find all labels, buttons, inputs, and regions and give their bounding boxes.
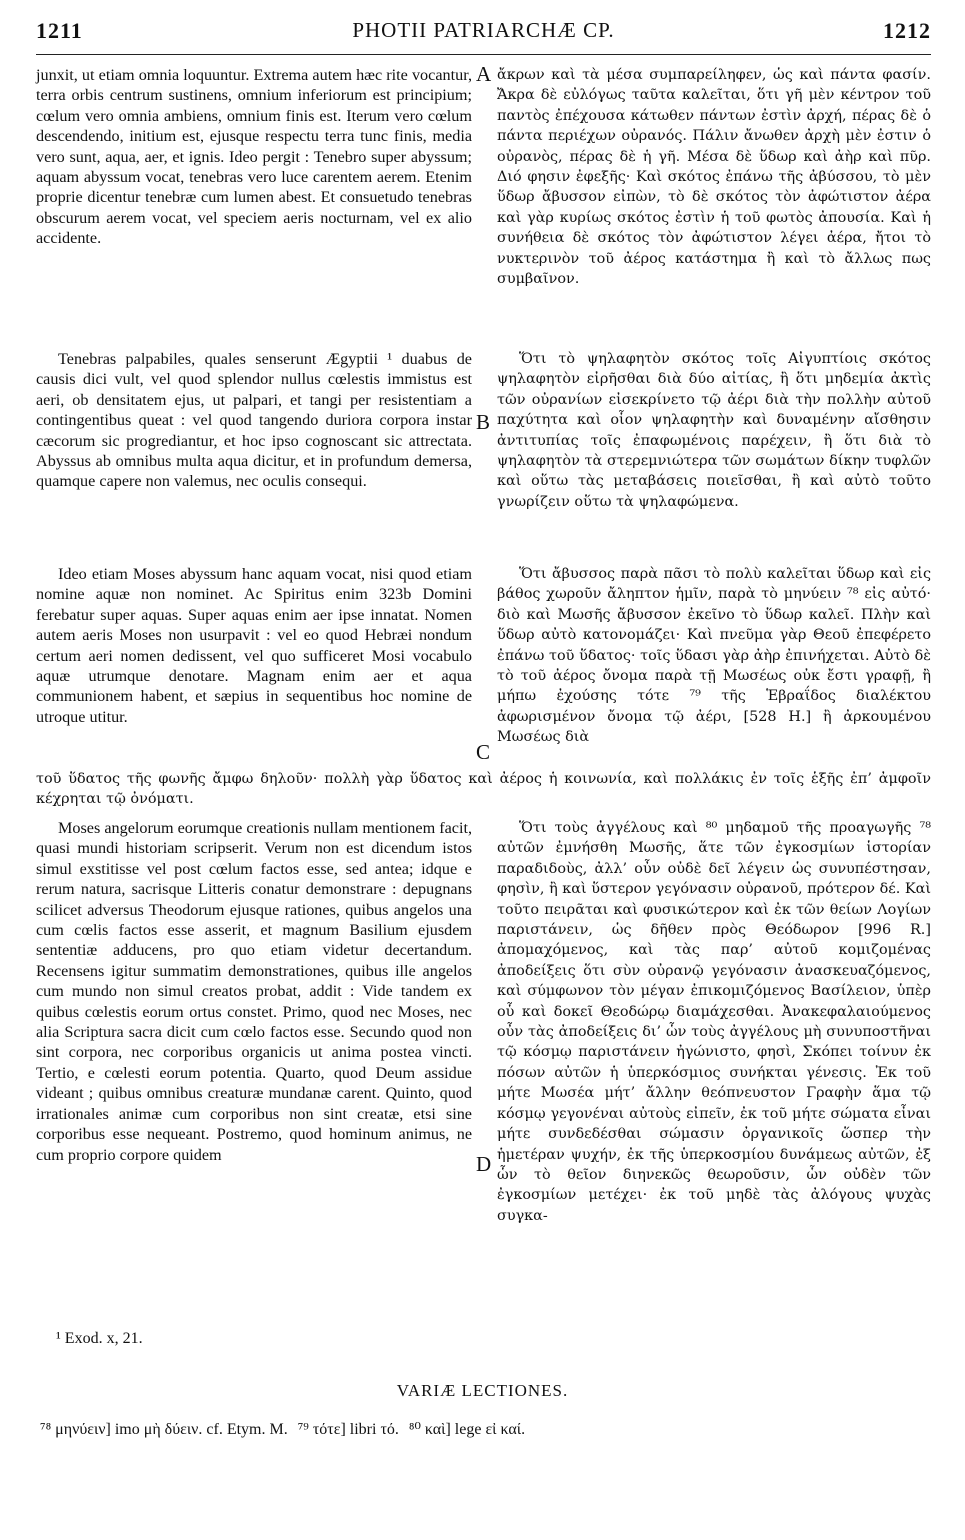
page-number-right: 1212 bbox=[883, 18, 931, 43]
page-number-left: 1211 bbox=[36, 18, 83, 43]
latin-block-4: Moses angelorum eorumque creationis nullam mentionem facit, quasi mundi historiam scripserit. Verum non est dicendum istos simul exstitisse vel post cœlum factos esse, sed antea; idque e rerum natura, sacrisque Litteris conatur demonstrare : depugnans scilicet adversus Theodorum ejusque rationes, quibus angelos una cum cœlis factos esse asserit, et magnum Basilium ejusdem sententiæ adducens, pro quo etiam videtur decertandum. Recensens igitur summatim demonstrationes, quibus ille angelos cum mundo non simul creatos probat, addit : Vide tandem ex quibus cœlestis eorum ortus constet. Primo, quod nec Moses, nec alia Scriptura sacra dicit cum cœlo factos esse. Secundo quod non sint corpora, nec corporibus organicis ut anima postea vincti. Tertio, e cœlesti eorum potentia. Quarto, quod Deum assidue videant ; quibus omnibus creaturæ mundanæ carent. Quinto, quod irrationales animæ cum corporibus non sint creatæ, etsi sine corporibus esse nequeant. Postremo, quod hominum animus, ne cum proprio corpore quidem bbox=[36, 819, 473, 1164]
variant-reading-79: ⁷⁹ τότε] libri τό. bbox=[297, 1421, 399, 1438]
latin-block-3: Ideo etiam Moses abyssum hanc aquam vocat, nisi quod etiam nomine aquæ non nominet. Ac Spiritus enim 323b Domini ferebatur super aquas. Super aquas enim aer ipse innatat. Nomen autem aeris Moses non usurpavit : vel eo quod Hebræi nondum certum aeri nomen dedissent, vel quo sufficeret Mosi vocabulo aquæ utrumque denotare. Magnam enim aer et aqua communionem habent, et sæpius in sequentibus hoc nomine de utroque utitur. bbox=[36, 565, 472, 726]
variant-reading-80: ⁸⁰ καὶ] lege εἰ καί. bbox=[408, 1421, 526, 1438]
greek-full-width-continuation: τοῦ ὕδατος τῆς φωνῆς ἄμφω δηλοῦν· πολλὴ γὰρ ὕδατος καὶ ἀέρος ἡ κοινωνία, καὶ πολλάκις ἐν τοῖς ἑξῆς ἐπ’ ἀμφοῖν κέχρηται τῷ ὀνόματι. bbox=[36, 771, 931, 808]
margin-letter-a: A bbox=[476, 62, 492, 86]
greek-block-3: Ὅτι ἄβυσσος παρὰ πᾶσι τὸ πολὺ καλεῖται ὕδωρ καὶ εἰς βάθος χωροῦν ἄληπτον ἡμῖν, παρὰ τὸ μηνύειν ⁷⁸ εἰς αὐτό· διὸ καὶ Μωσῆς ἄβυσσον ἐκεῖνο τὸ ὕδωρ καλεῖ. Πλὴν καὶ ὕδωρ αὐτὸ κατονομάζει· Καὶ πνεῦμα γὰρ Θεοῦ ἐπεφέρετο ἐπάνω τοῦ ὕδατος· τοῖς ὕδασι γὰρ ἀὴρ ἐπινήχεται. Αὐτὸ δὲ τὸ τοῦ ἀέρος ὄνομα παρὰ τῇ Μωσέως οὐκ ἔστι γραφῇ, ἢ μήπω ἐχούσης τότε ⁷⁹ τῆς Ἑβραΐδος διαλέκτου ἀφωρισμένον ὄνομα τῷ ἀέρι, [528 H.] ἢ ἀρκουμένου Μωσέως διὰ bbox=[497, 566, 931, 746]
page-header bbox=[36, 18, 931, 48]
margin-letter-c: C bbox=[476, 740, 491, 764]
running-title: PHOTII PATRIARCHÆ CP. bbox=[352, 18, 615, 42]
header-rule bbox=[36, 54, 931, 55]
footnote: ¹ Exod. x, 21. bbox=[56, 1330, 143, 1347]
greek-block-1: ἄκρων καὶ τὰ μέσα συμπαρείληφεν, ὡς καὶ πάντα φασίν. Ἄκρα δὲ εὐλόγως ταῦτα καλεῖται, ὅτι γῆ μὲν κέντρον τοῦ παντὸς ἐπέχουσα κάτωθεν πάντων ἐστὶν ἀρχή, πέρας δὲ ὁ πάντα περιέχων οὐρανός. Πάλιν ἄνωθεν ἀρχὴ μὲν ἐστιν ὁ οὐρανὸς, πέρας δὲ ἡ γῆ. Μέσα δὲ ὕδωρ καὶ ἀὴρ καὶ πῦρ. Διό φησιν ἐφεξῆς· Καὶ σκότος ἐπάνω τῆς ἀβύσσου, τὸ μὲν ὕδωρ ἄβυσσον εἰπὼν, τὸ δὲ σκότος τὸν ἀφώτιστον ἀέρα καὶ γὰρ κυρίως σκότος ἐστὶν ἡ τοῦ φωτὸς ἀπουσία. Καὶ ἡ συνήθεια δὲ σκότος τὸν ἀφώτιστον λέγει ἀέρα, ἤτοι τὸ νυκτερινὸν τοῦ ἀέρος κατάστημα ἢ καὶ τὸ ἄλλως πως συμβαῖνον. bbox=[497, 67, 931, 288]
greek-block-4: Ὅτι τοὺς ἀγγέλους καὶ ⁸⁰ μηδαμοῦ τῆς προαγωγῆς ⁷⁸ αὐτῶν ἐμνήσθη Μωσῆς, ἅτε τῶν ἐγκοσμίων ἱστορίαν παραδιδοὺς, ἀλλ’ οὖν οὐδὲ δεῖ λέγειν ὡς συνυπέστησαν, φησὶν, ἢ καὶ ὕστερον γεγόνασιν οὐρανοῦ, πρότερον δέ. Καὶ τοῦτο πειρᾶται καὶ φυσικώτερον καὶ ἐκ τῶν θείων Λογίων παριστάνειν, ὡς δῆθεν πρὸς Θεόδωρον [996 R.] ἀπομαχόμενος, καὶ τὰς παρ’ αὐτοῦ κομιζομένας ἀποδείξεις ὅτι σὺν οὐρανῷ γεγόνασιν ἀνασκευαζόμενος, καὶ σύμφωνον τὸν μέγαν ἐπικομιζόμενος Βασίλειον, ὑπὲρ οὗ καὶ δοκεῖ Θεοδώρῳ διαμάχεσθαι. Ἀνακεφαλαιούμενος οὖν τὰς ἀποδείξεις δι’ ὧν τοὺς ἀγγέλους μὴ συνυποστῆναι τῷ κόσμῳ παριστάνειν ἠγώνιστο, φησὶ, Σκόπει τοίνυν ἐκ πόσων αὐτῶν ἡ ὑπερκόσμιος συνήκται γένεσις. Ἐκ τοῦ μήτε Μωσέα μήτ’ ἄλλην θεόπνευστον Γραφὴν ἅμα τῷ κόσμῳ γεγονέναι αὐτοὺς εἰπεῖν, ἐκ τοῦ μήτε σώματα εἶναι μήτε συνδεδέσθαι σώμασιν ὀργανικοῖς ὥσπερ τὴν ἡμετέραν ψυχήν, ἐκ τῆς ὑπερκοσμίου δυνάμεως αὐτῶν, ἐξ ὧν τὸ θεῖον διηνεκῶς θεωροῦσιν, ὧν οὐδὲν τῶν ἐγκοσμίων μετέχει· ἐκ τοῦ μηδὲ τὰς ἀλόγους ψυχὰς συγκα- bbox=[497, 820, 931, 1224]
latin-block-2: Tenebras palpabiles, quales senserunt Ægyptii ¹ duabus de causis dici vult, vel quod splendor nullus cœlestis immistus est aeri, ob densitatem ejus, ut palpari, et tangi per resistentiam a contingentibus queat : vel quod tangendo duriora corpora instar cæcorum sic progrediantur, et hoc ipso cognoscant sic attrectata. Abyssus ab omnibus multa aqua dicitur, et in profundum demersa, quamque capere non valemus, nec oculis consequi. bbox=[36, 350, 472, 491]
variant-reading-78: ⁷⁸ μηνύειν] imo μὴ δύειν. cf. Etym. M. bbox=[40, 1421, 288, 1438]
variae-lectiones-title: VARIÆ LECTIONES. bbox=[396, 1381, 569, 1400]
margin-letter-b: B bbox=[476, 410, 491, 434]
margin-letter-d: D bbox=[476, 1152, 492, 1176]
latin-block-1: junxit, ut etiam omnia loquuntur. Extrema autem hæc rite vocantur, terra orbis centrum sustinens, omnium inferiorum est principium; cœlum vero omnia ambiens, omnium finis est. Iterum vero cœlum descendendo, initium est, ejusque respectu terra tunc finis, media vero sunt, aqua, aer, et ignis. Ideo pergit : Tenebro super abyssum; aquam abyssum vocat, tenebras vero luce carentem aerem. Etenim proprie dicentur tenebræ cum lumen abest. Et consuetudo tenebras obscurum aerem vocat, vel speciem aeris nocturnam, vel ex alio accidente. bbox=[36, 66, 472, 248]
variae-lectiones-list bbox=[40, 1419, 940, 1439]
greek-block-2: Ὅτι τὸ ψηλαφητὸν σκότος τοῖς Αἰγυπτίοις σκότος ψηλαφητὸν εἰρῆσθαι διὰ δύο αἰτίας, ἢ ὅτι μηδεμία ἀκτὶς τῶν οὐρανίων εἰσεκρίνετο τῷ ἀέρι διὰ τὴν πολλὴν αὐτοῦ παχύτητα καὶ οἷον ψηλαφητὴν καὶ δυναμένην αἴσθησιν ἀντιτυπίας τοῖς ἐπαφωμένοις παρέχειν, ἢ ὅτι διὰ τὸ ψηλαφητὸν τὰ στερεμνιώτερα τῶν σωμάτων δίκην τυφλῶν καὶ οὕτω τὰς μεταβάσεις ποιεῖσθαι, ἢ καὶ αὐτὸ τοῦτο γνωρίζειν οὕτω τὰ ψηλαφώμενα. bbox=[497, 351, 931, 510]
